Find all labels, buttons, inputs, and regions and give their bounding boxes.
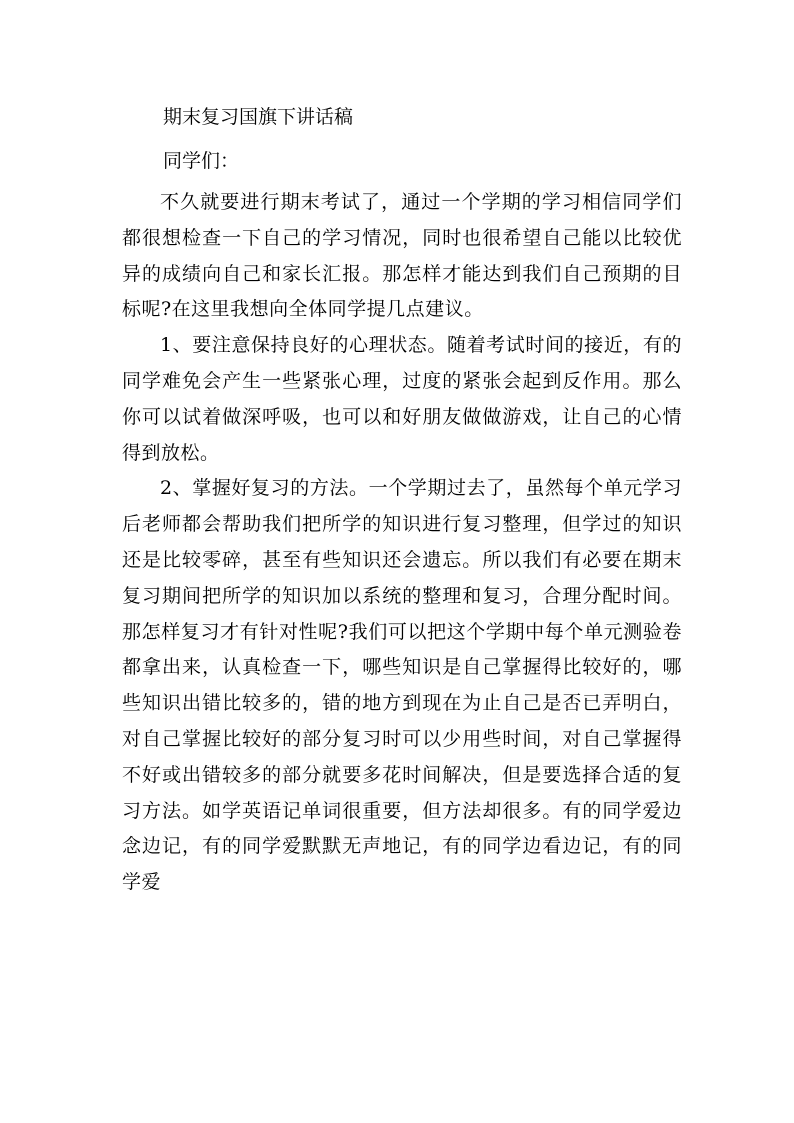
greeting: 同学们： [163,150,240,172]
paragraph-point-2: 2、掌握好复习的方法。一个学期过去了，虽然每个单元学习后老师都会帮助我们把所学的知识进行复习整理，但学过的知识还是比较零碎，甚至有些知识还会遗忘。所以我们有必要在期末复习期间把所学的知识加以系统的整理和复习，合理分配时间。那怎样复习才有针对性呢?我们可以把这个学期中每个单元测验卷都拿出来，认真检查一下，哪些知识是自己掌握得比较好的，哪些知识出错比较多的，错的地方到现在为止自己是否已弄明白，对自己掌握比较好的部分复习时可以少用些时间，对自己掌握得不好或出错较多的部分就要多花时间解决，但是要选择合适的复习方法。如学英语记单词很重要，但方法却很多。有的同学爱边念边记，有的同学爱默默无声地记，有的同学边看边记，有的同学爱 [122,477,682,894]
paragraph-intro: 不久就要进行期末考试了，通过一个学期的学习相信同学们都很想检查一下自己的学习情况，同时也很希望自己能以比较优异的成绩向自己和家长汇报。那怎样才能达到我们自己预期的目标呢?在这里我想向全体同学提几点建议。 [122,191,682,321]
document-title: 期末复习国旗下讲话稿 [163,106,354,128]
document-body [122,185,682,901]
paragraph-point-1: 1、要注意保持良好的心理状态。随着考试时间的接近，有的同学难免会产生一些紧张心理，过度的紧张会起到反作用。那么你可以试着做深呼吸，也可以和好朋友做做游戏，让自己的心情得到放松。 [122,334,682,464]
